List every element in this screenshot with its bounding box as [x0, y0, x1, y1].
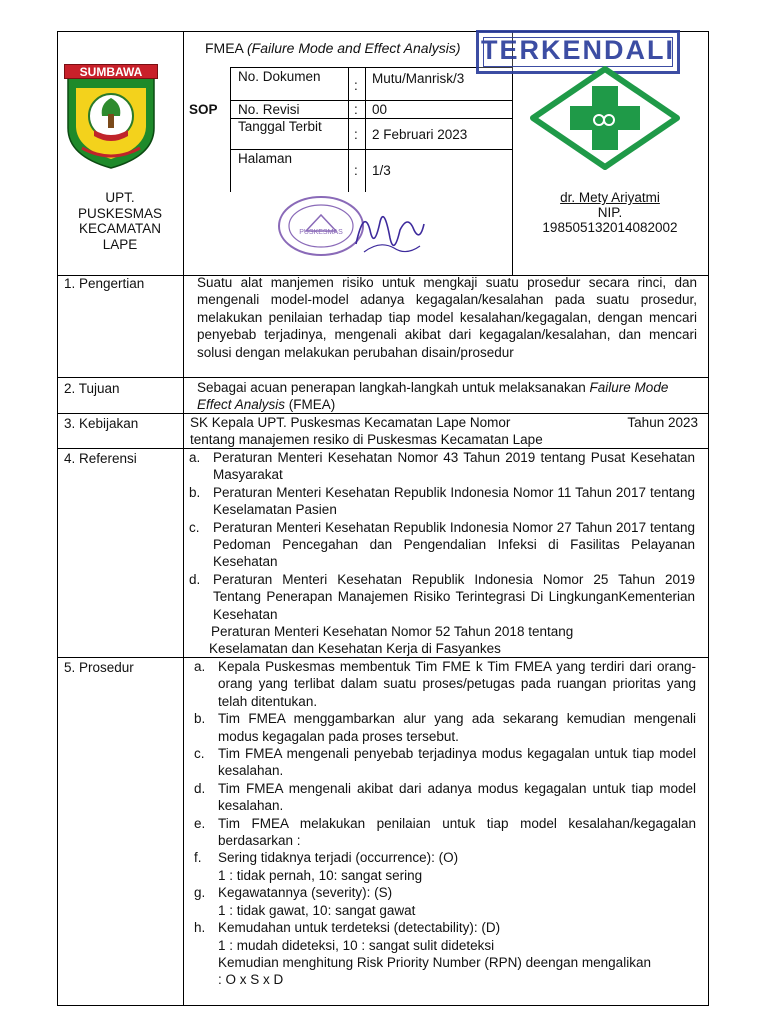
list-item-text: Tim FMEA melakukan penilaian untuk tiap model kesalahan/kegagalan berdasarkan : [218, 815, 696, 849]
list-item [194, 780, 696, 815]
field-colon: : [354, 78, 358, 93]
handwritten-signature [350, 200, 428, 264]
org-name-line: LAPE [102, 236, 138, 252]
field-label-no-dokumen: No. Dokumen [238, 69, 321, 84]
document-title [205, 40, 460, 57]
list-item-text: Peraturan Menteri Kesehatan Republik Indonesia Nomor 27 Tahun 2017 tentang Pedoman Pencegahan dan Pengendalian Infeksi di Fasilitas Pelayanan Kesehatan [213, 519, 695, 570]
sop-label: SOP [189, 102, 218, 117]
prosedur-list [194, 658, 696, 989]
list-item-subtext: 1 : tidak gawat, 10: sangat gawat [218, 902, 416, 918]
prosedur-formula: : O x S x D [218, 972, 284, 988]
seal-text: PUSKESMAS [299, 229, 343, 236]
list-marker: a. [189, 450, 201, 465]
header-divider-left [183, 31, 184, 275]
info-grid-col2 [348, 67, 349, 192]
field-value-no-dokumen: Mutu/Manrisk/3 [372, 71, 465, 86]
section-label-tujuan: 2. Tujuan [64, 381, 120, 396]
field-value-no-revisi: 00 [372, 102, 388, 117]
list-item-text: Kegawatannya (severity): (S) [218, 885, 393, 901]
tujuan-text-b: (FMEA) [285, 397, 336, 413]
section-label-kebijakan: 3. Kebijakan [64, 416, 139, 431]
signer-name: dr. Mety Ariyatmi [560, 190, 660, 205]
field-label-tanggal-terbit: Tanggal Terbit [238, 119, 322, 134]
list-marker: c. [189, 519, 200, 535]
list-item-subtext: 1 : tidak pernah, 10: sangat sering [218, 867, 423, 883]
section-label-prosedur: 5. Prosedur [64, 660, 134, 675]
list-marker: a. [194, 659, 206, 674]
list-item-subtext: 1 : mudah dideteksi, 10 : sangat sulit dideteksi [218, 937, 495, 953]
kebijakan-line2: tentang manajemen resiko di Puskesmas Kecamatan Lape [190, 432, 543, 448]
list-item [189, 449, 695, 484]
referensi-extra-line2: Keselamatan dan Kesehatan Kerja di Fasyankes [209, 641, 501, 657]
list-item-text: Tim FMEA menggambarkan alur yang ada sekarang kemudian mengenali modus kegagalan pada proses tersebut. [218, 711, 696, 744]
list-item [189, 571, 695, 623]
list-item [194, 710, 696, 745]
list-marker: c. [194, 746, 205, 762]
kebijakan-line1-a: SK Kepala UPT. Puskesmas Kecamatan Lape Nomor [190, 415, 511, 430]
field-label-halaman: Halaman [238, 151, 293, 166]
list-item [194, 919, 696, 936]
list-marker: h. [194, 920, 206, 936]
label-column-divider [183, 275, 184, 1006]
pengertian-text: Suatu alat manjemen risiko untuk mengkaji suatu prosedur secara rinci, dan mengenali model-model adanya kegagalan/kesalahan pada suatu prosedur, melakukan penilaian terhadap tiap model kesalahan/kegagalan, dengan mencari penyebab terjadinya, mengenali akibat dari kegagalan/kesalahan, dan mencari solusi dengan melakukan perubahan disain/prosedur [197, 275, 697, 360]
table-border-right [708, 31, 709, 1006]
prosedur-closing-text: Kemudian menghitung Risk Priority Number (RPN) deengan mengalikan [218, 954, 651, 970]
list-item [189, 484, 695, 519]
sumbawa-logo [64, 64, 158, 170]
kebijakan-line1-b: Tahun 2023 [627, 415, 698, 430]
health-cross-logo [530, 66, 680, 170]
info-grid-col3 [365, 67, 366, 192]
tujuan-text [197, 379, 697, 414]
terkendali-stamp: TERKENDALI [476, 30, 680, 74]
field-colon: : [354, 163, 358, 178]
field-value-halaman: 1/3 [372, 163, 391, 178]
field-colon: : [354, 102, 358, 117]
org-name-line: UPT. [105, 190, 135, 205]
signer-block [512, 190, 708, 235]
list-marker: e. [194, 815, 206, 831]
org-name-line: KECAMATAN [78, 221, 161, 236]
list-marker: f. [194, 850, 202, 866]
list-item-text: Tim FMEA mengenali akibat dari adanya modus kegagalan untuk tiap model kesalahan. [218, 780, 696, 814]
list-marker: b. [194, 711, 206, 727]
list-item [194, 815, 696, 850]
title-prefix: FMEA [205, 40, 248, 56]
list-item-text: Peraturan Menteri Kesehatan Republik Indonesia Nomor 11 Tahun 2017 tentang Keselamatan Pasien [213, 484, 695, 518]
list-marker: d. [189, 571, 201, 587]
title-italic: (Failure Mode and Effect Analysis) [247, 40, 461, 56]
table-border-bottom [57, 1005, 709, 1006]
field-colon: : [354, 127, 358, 142]
section-label-referensi: 4. Referensi [64, 451, 137, 466]
list-item-text: Peraturan Menteri Kesehatan Nomor 43 Tahun 2019 tentang Pusat Kesehatan Masyarakat [213, 450, 695, 483]
info-grid-col1 [230, 67, 231, 192]
org-name [57, 190, 183, 252]
section-label-pengertian: 1. Pengertian [64, 276, 145, 291]
list-marker: g. [194, 885, 206, 901]
list-marker: b. [189, 484, 201, 500]
list-marker: d. [194, 780, 206, 796]
tujuan-text-italic: Failure Mode Effect Analysis [197, 380, 669, 413]
referensi-extra-line1: Peraturan Menteri Kesehatan Nomor 52 Tahun 2018 tentang [211, 624, 574, 640]
field-label-no-revisi: No. Revisi [238, 102, 300, 117]
list-item-text: Kemudahan untuk terdeteksi (detectability): (D) [218, 920, 501, 936]
tujuan-text-a: Sebagai acuan penerapan langkah-langkah untuk melaksanakan [197, 380, 590, 395]
list-item [194, 745, 696, 780]
signer-nip: 198505132014082002 [542, 220, 678, 235]
table-border-left [57, 31, 58, 1006]
org-name-line: PUSKESMAS [77, 205, 163, 221]
list-item [194, 658, 696, 710]
list-item [194, 849, 696, 866]
list-item-text: Tim FMEA mengenali penyebab terjadinya modus kegagalan untuk tiap model kesalahan. [218, 746, 696, 779]
signer-nip-label: NIP. [597, 205, 623, 220]
field-value-tanggal-terbit: 2 Februari 2023 [372, 127, 468, 142]
row-border-tujuan [57, 377, 709, 378]
list-item-text: Peraturan Menteri Kesehatan Republik Indonesia Nomor 25 Tahun 2019 Tentang Penerapan Manajemen Risiko Terintegrasi Di LingkunganKementerian Kesehatan [213, 571, 695, 622]
referensi-list [189, 449, 695, 658]
list-item [194, 884, 696, 901]
kebijakan-text [190, 414, 698, 449]
list-item [189, 519, 695, 571]
logo-banner: SUMBAWA [64, 64, 158, 79]
list-item-text: Sering tidaknya terjadi (occurrence): (O) [218, 850, 459, 866]
list-item-text: Kepala Puskesmas membentuk Tim FME k Tim FMEA yang terdiri dari orang-orang yang terlibat dalam suatu proses/petugas pada ruangan prioritas yang telah ditentukan. [218, 659, 696, 709]
